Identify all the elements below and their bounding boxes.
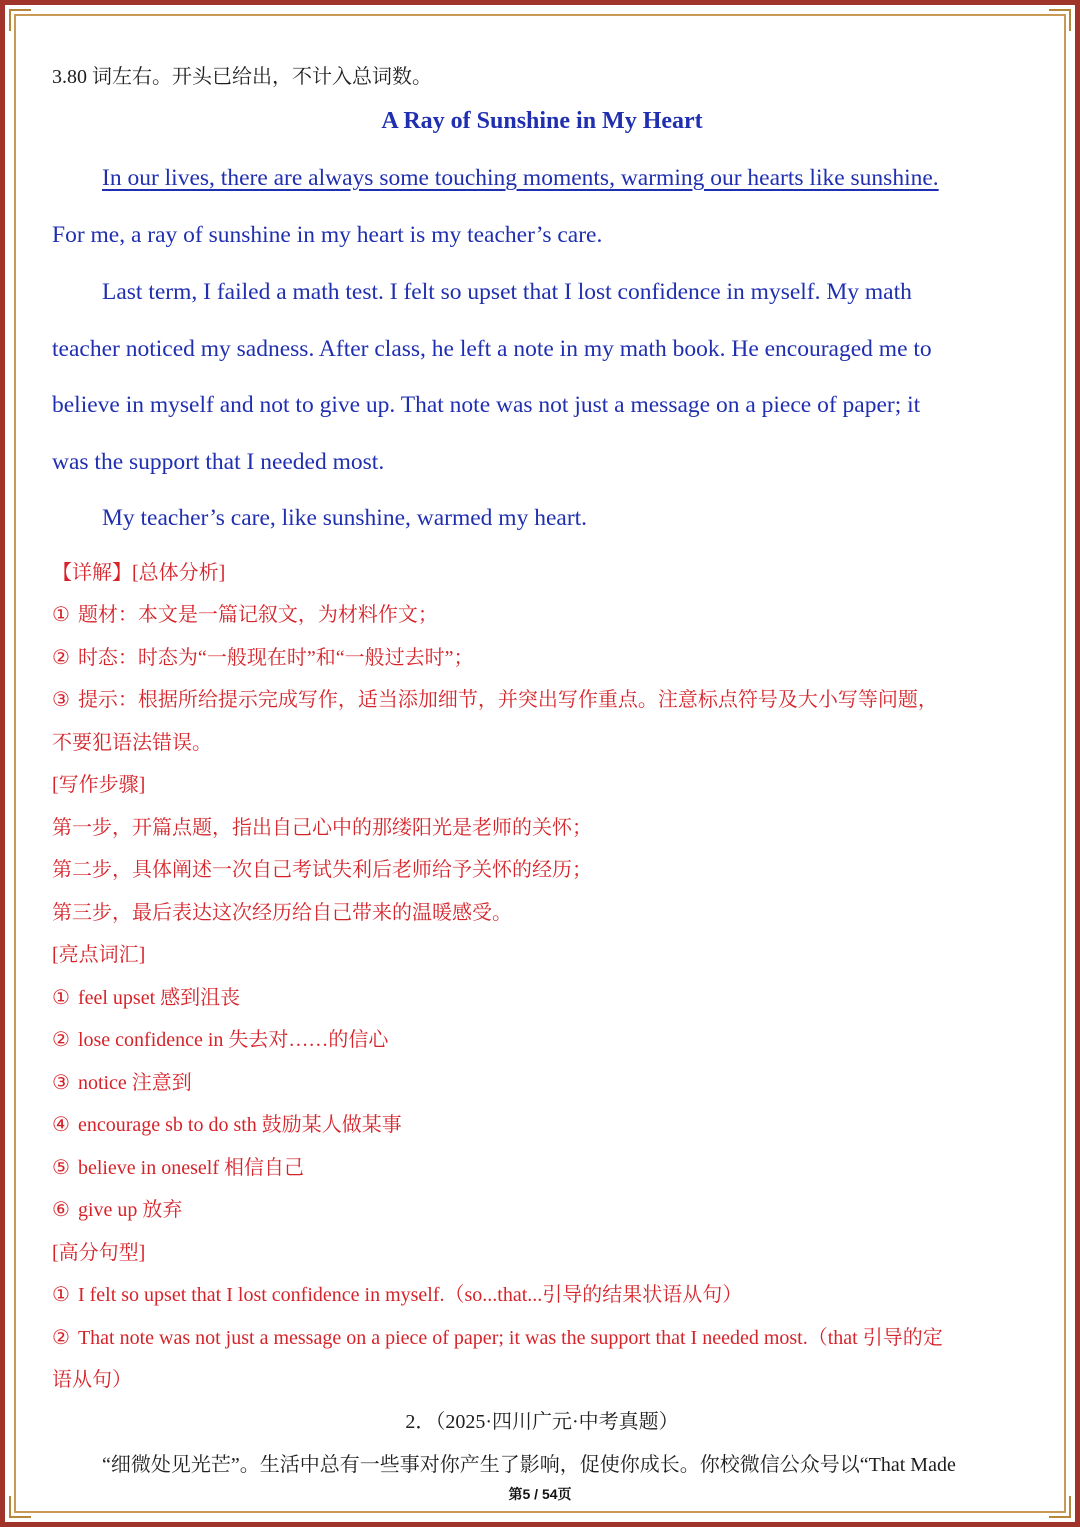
analysis-item-text: 时态：时态为“一般现在时”和“一般过去时”； — [77, 647, 474, 669]
sentence-item — [52, 1278, 742, 1307]
corner-ornament — [1049, 9, 1071, 31]
vocab-item-text: notice 注意到 — [77, 1072, 192, 1094]
vocab-item — [52, 1151, 304, 1180]
corner-ornament — [9, 9, 31, 31]
question-heading: 2．（2025·四川广元·中考真题） — [405, 1411, 679, 1433]
analysis-item — [52, 598, 438, 627]
analysis-item-continuation: 不要犯语法错误。 — [52, 732, 212, 754]
item-number: ④ — [52, 1114, 70, 1136]
item-number: ① — [52, 987, 70, 1009]
vocab-item-text: lose confidence in 失去对……的信心 — [77, 1029, 389, 1051]
step-item: 第三步，最后表达这次经历给自己带来的温暖感受。 — [52, 902, 512, 924]
essay-opening-sentence: In our lives, there are always some touching moments, warming our hearts like sunshine. — [102, 165, 939, 191]
vocab-item-text: encourage sb to do sth 鼓励某人做某事 — [77, 1114, 402, 1136]
vocab-item — [52, 1193, 182, 1222]
essay-paragraph-2-line: Last term, I failed a math test. I felt so upset that I lost confidence in myself. My math — [102, 279, 912, 305]
item-number: ⑤ — [52, 1157, 70, 1179]
vocab-item — [52, 1066, 192, 1095]
item-number: ② — [52, 647, 70, 669]
vocab-header: [亮点词汇] — [52, 944, 146, 966]
vocab-item — [52, 1023, 388, 1052]
item-number: ⑥ — [52, 1199, 70, 1221]
essay-paragraph-2-line: teacher noticed my sadness. After class, he left a note in my math book. He encouraged me to — [52, 336, 932, 362]
intro-line: 3.80 词左右。开头已给出，不计入总词数。 — [52, 66, 432, 88]
vocab-item-text: give up 放弃 — [77, 1199, 183, 1221]
analysis-item — [52, 641, 473, 670]
vocab-item — [52, 1108, 402, 1137]
step-item: 第二步，具体阐述一次自己考试失利后老师给予关怀的经历； — [52, 859, 592, 881]
step-item: 第一步，开篇点题，指出自己心中的那缕阳光是老师的关怀； — [52, 817, 592, 839]
item-number: ③ — [52, 1072, 70, 1094]
steps-header: [写作步骤] — [52, 774, 146, 796]
sentence-item — [52, 1321, 943, 1350]
analysis-item-text: 题材：本文是一篇记叙文，为材料作文； — [77, 604, 438, 626]
essay-title: A Ray of Sunshine in My Heart — [381, 108, 703, 134]
sentence-text: I felt so upset that I lost confidence in myself.（so...that...引导的结果状语从句） — [77, 1284, 743, 1306]
sentence-text: That note was not just a message on a piece of paper; it was the support that I needed most.（that 引导的定 — [77, 1327, 943, 1349]
essay-paragraph-2-line: was the support that I needed most. — [52, 449, 385, 475]
sentence-continuation: 语从句） — [52, 1369, 132, 1391]
essay-paragraph-1-line: For me, a ray of sunshine in my heart is my teacher’s care. — [52, 222, 603, 248]
item-number: ② — [52, 1327, 70, 1349]
vocab-item-text: believe in oneself 相信自己 — [77, 1157, 304, 1179]
vocab-item-text: feel upset 感到沮丧 — [77, 987, 241, 1009]
item-number: ② — [52, 1029, 70, 1051]
analysis-item-text: 提示：根据所给提示完成写作，适当添加细节，并突出写作重点。注意标点符号及大小写等问题， — [77, 689, 938, 711]
sentences-header: [高分句型] — [52, 1242, 146, 1264]
item-number: ① — [52, 1284, 70, 1306]
item-number: ① — [52, 604, 70, 626]
analysis-header: 【详解】[总体分析] — [52, 562, 226, 584]
essay-paragraph-3: My teacher’s care, like sunshine, warmed my heart. — [102, 505, 588, 531]
vocab-item — [52, 981, 240, 1010]
analysis-item — [52, 683, 938, 712]
item-number: ③ — [52, 689, 70, 711]
essay-paragraph-2-line: believe in myself and not to give up. That note was not just a message on a piece of paper; it — [52, 392, 921, 418]
page-number: 第5 / 54页 — [508, 1486, 572, 1502]
question-text: “细微处见光芒”。生活中总有一些事对你产生了影响，促使你成长。你校微信公众号以“That Made — [102, 1454, 956, 1476]
